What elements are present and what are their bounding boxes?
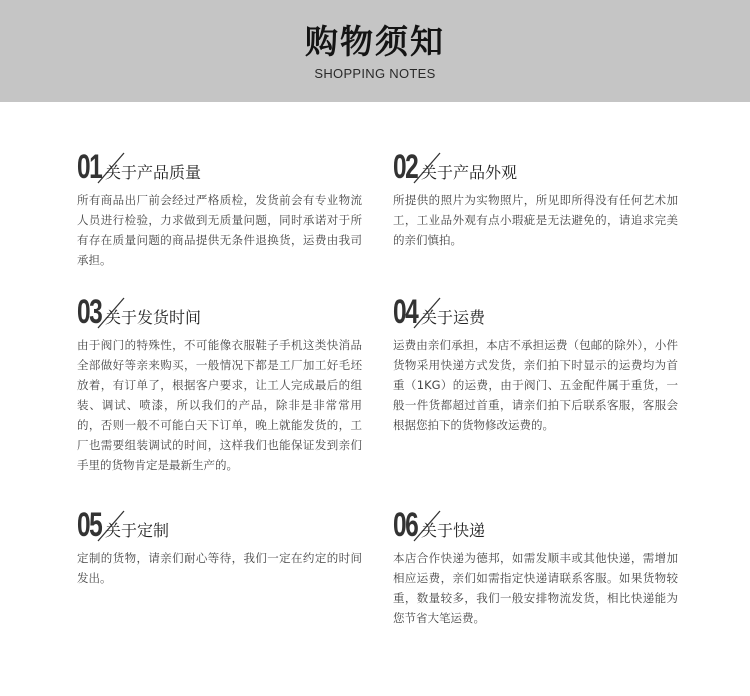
- section-body: 本店合作快递为德邦，如需发顺丰或其他快递，需增加相应运费，亲们如需指定快递请联系客服。如果货物较重，数量较多，我们一般安排物流发货，相比快递能为您节省大笔运费。: [393, 551, 678, 625]
- section-title: 关于发货时间: [105, 308, 202, 327]
- section-number: 06: [393, 506, 418, 544]
- section-body: 由于阀门的特殊性，不可能像衣服鞋子手机这类快消品全部做好等亲来购买，一般情况下都是工厂加工好毛坯放着，有订单了，根据客户要求，让工人完成最后的组装、调试、喷漆，所以我们的产品，除非是非常常用的，否则一般不可能白天下订单，晚上就能发货的，工厂也需要组装调试的时间，这样我们也能保证发到亲们手里的货物肯定是最新生产的。: [77, 338, 362, 472]
- section-customization: [77, 508, 377, 588]
- section-header: [393, 295, 693, 331]
- section-title: 关于产品质量: [105, 163, 202, 182]
- section-header: [77, 508, 377, 544]
- section-number: 02: [393, 148, 418, 186]
- section-body: 所有商品出厂前会经过严格质检，发货前会有专业物流人员进行检验，力求做到无质量问题，同时承诺对于所有存在质量问题的商品提供无条件退换货，运费由我司承担。: [77, 193, 362, 267]
- section-title: 关于定制: [105, 521, 170, 540]
- section-shipping-time: [77, 295, 377, 475]
- header-banner: [0, 0, 750, 102]
- section-header: [77, 150, 377, 186]
- section-product-quality: [77, 150, 377, 270]
- section-header: [393, 150, 693, 186]
- section-number: 01: [77, 148, 102, 186]
- section-shipping-fee: [393, 295, 693, 435]
- section-body: 运费由亲们承担，本店不承担运费（包邮的除外），小件货物采用快递方式发货，亲们拍下时显示的运费均为首重（1KG）的运费，由于阀门、五金配件属于重货，一般一件货都超过首重，请亲们拍下后联系客服，客服会根据您拍下的货物修改运费的。: [393, 338, 678, 432]
- section-courier: [393, 508, 693, 628]
- page-title: 购物须知: [305, 22, 445, 61]
- section-title: 关于产品外观: [421, 163, 518, 182]
- page-subtitle: SHOPPING NOTES: [314, 66, 436, 81]
- section-title: 关于运费: [421, 308, 486, 327]
- section-body: 所提供的照片为实物照片，所见即所得没有任何艺术加工，工业品外观有点小瑕疵是无法避免的，请追求完美的亲们慎拍。: [393, 193, 678, 247]
- section-title: 关于快递: [421, 521, 486, 540]
- section-number: 05: [77, 506, 102, 544]
- section-header: [393, 508, 693, 544]
- section-number: 04: [393, 293, 418, 331]
- section-product-appearance: [393, 150, 693, 250]
- section-body: 定制的货物，请亲们耐心等待，我们一定在约定的时间发出。: [77, 551, 362, 585]
- section-header: [77, 295, 377, 331]
- section-number: 03: [77, 293, 102, 331]
